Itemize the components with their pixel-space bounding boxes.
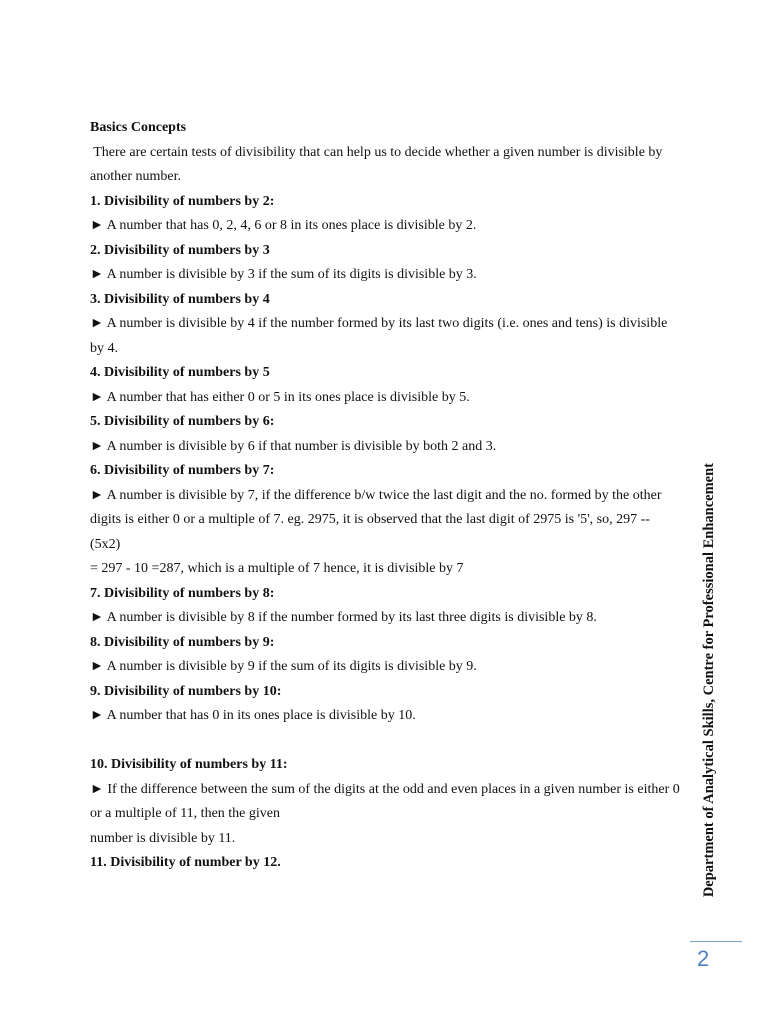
section-title: 3. Divisibility of numbers by 4	[90, 291, 270, 307]
section-text: ► A number is divisible by 4 if the number formed by its last two digits (i.e. ones and tens) is divisible	[90, 316, 668, 331]
section-text: ► If the difference between the sum of the digits at the odd and even places in a given number is either 0	[90, 781, 680, 797]
section-title: 11. Divisibility of number by 12.	[90, 855, 281, 870]
section-text: digits is either 0 or a multiple of 7. eg. 2975, it is observed that the last digit of 2975 is '5', so, 297 --(5x2)	[90, 512, 650, 552]
section-title: 4. Divisibility of numbers by 5	[90, 365, 270, 380]
document-heading: Basics Concepts	[90, 120, 187, 135]
section-text: by 4.	[90, 340, 118, 356]
intro-text: another number.	[90, 169, 181, 184]
section-text: ► A number is divisible by 7, if the difference b/w twice the last digit and the no. formed by the other	[90, 487, 662, 503]
section-title: 6. Divisibility of numbers by 7:	[90, 463, 275, 478]
section-title: 7. Divisibility of numbers by 8:	[90, 585, 275, 601]
section-text: ► A number that has either 0 or 5 in its ones place is divisible by 5.	[90, 389, 470, 405]
sidebar-department	[692, 428, 726, 932]
section-text: = 297 - 10 =287, which is a multiple of 7 hence, it is divisible by 7	[90, 561, 464, 576]
intro-text: There are certain tests of divisibility that can help us to decide whether a given number is divisible by	[90, 144, 663, 160]
section-title: 10. Divisibility of numbers by 11:	[90, 757, 288, 772]
footer-divider	[690, 941, 742, 942]
section-text: number is divisible by 11.	[90, 830, 236, 846]
section-title: 2. Divisibility of numbers by 3	[90, 242, 270, 258]
page-number: 2	[697, 946, 710, 971]
sidebar-department-text: Department of Analytical Skills, Centre for Professional Enhancement	[700, 462, 717, 898]
section-text: ► A number that has 0 in its ones place is divisible by 10.	[90, 708, 416, 723]
document-body	[90, 116, 680, 876]
section-title: 9. Divisibility of numbers by 10:	[90, 683, 282, 699]
section-title: 8. Divisibility of numbers by 9:	[90, 634, 275, 650]
section-text: ► A number is divisible by 8 if the number formed by its last three digits is divisible by 8.	[90, 610, 597, 625]
section-title: 1. Divisibility of numbers by 2:	[90, 193, 275, 209]
section-text: ► A number is divisible by 6 if that number is divisible by both 2 and 3.	[90, 438, 497, 454]
section-text: ► A number is divisible by 3 if the sum of its digits is divisible by 3.	[90, 267, 477, 282]
section-text: ► A number is divisible by 9 if the sum of its digits is divisible by 9.	[90, 659, 477, 674]
blank-line	[90, 729, 680, 754]
section-text: ► A number that has 0, 2, 4, 6 or 8 in its ones place is divisible by 2.	[90, 218, 477, 233]
section-title: 5. Divisibility of numbers by 6:	[90, 414, 275, 429]
section-text: or a multiple of 11, then the given	[90, 806, 280, 821]
